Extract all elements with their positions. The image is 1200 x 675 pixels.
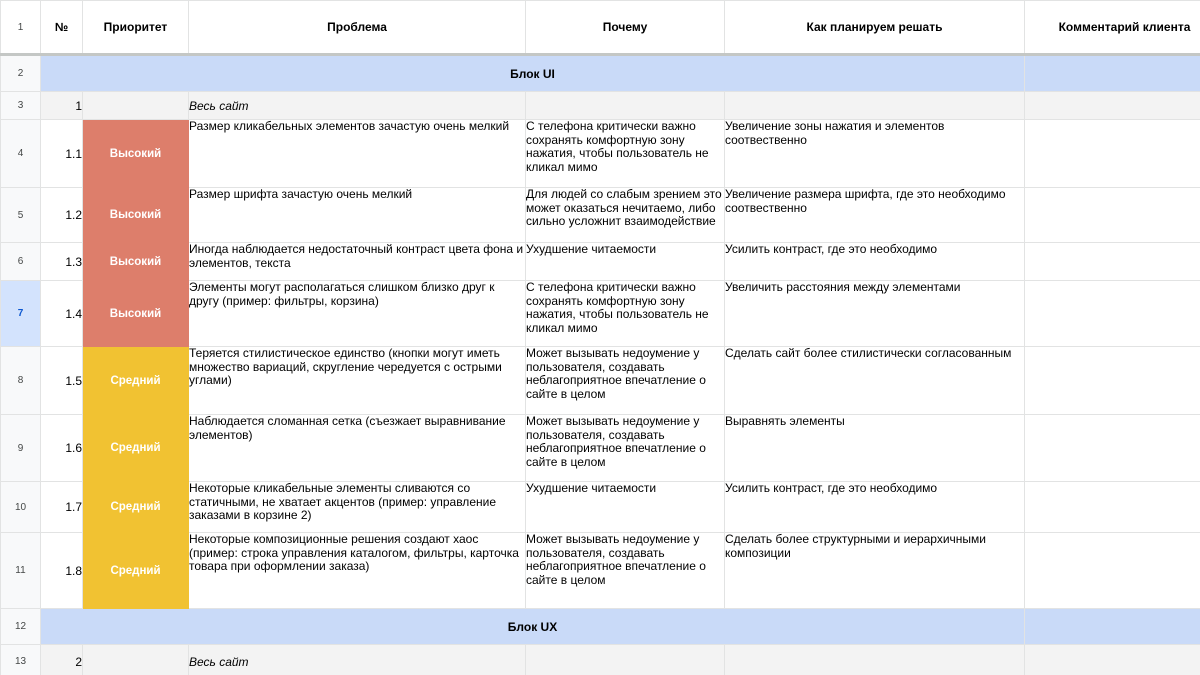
- issue-number[interactable]: 1.4: [41, 281, 83, 347]
- problem-cell[interactable]: Некоторые композиционные решения создают хаос (пример: строка управления каталогом, фильтры, карточка товара при оформлении заказа): [189, 533, 526, 609]
- section-comment-cell[interactable]: [1025, 609, 1200, 645]
- subsection-why-cell[interactable]: [526, 92, 725, 120]
- row-header-2[interactable]: 2: [1, 55, 41, 92]
- row-header-10[interactable]: 10: [1, 482, 41, 533]
- why-cell[interactable]: Может вызывать недоумение у пользователя, создавать неблагоприятное впечатление о сайте в целом: [526, 533, 725, 609]
- header-row: [1, 1, 1200, 55]
- row-header-5[interactable]: 5: [1, 188, 41, 243]
- column-header-num[interactable]: №: [41, 1, 83, 55]
- priority-badge[interactable]: Средний: [83, 347, 189, 415]
- column-header-why[interactable]: Почему: [526, 1, 725, 55]
- why-cell[interactable]: Для людей со слабым зрением это может оказаться нечитаемо, либо сильно усложнит взаимодействие: [526, 188, 725, 243]
- row-header-4[interactable]: 4: [1, 120, 41, 188]
- table-row: [1, 120, 1200, 188]
- subsection-plan-cell[interactable]: [725, 92, 1025, 120]
- subsection-row-ux: [1, 645, 1200, 675]
- row-header-11[interactable]: 11: [1, 533, 41, 609]
- section-comment-cell[interactable]: [1025, 55, 1200, 92]
- plan-cell[interactable]: Сделать более структурными и иерархичными композиции: [725, 533, 1025, 609]
- section-row-ux: [1, 609, 1200, 645]
- priority-badge[interactable]: Высокий: [83, 281, 189, 347]
- plan-cell[interactable]: Усилить контраст, где это необходимо: [725, 482, 1025, 533]
- subsection-why-cell[interactable]: [526, 645, 725, 675]
- plan-cell[interactable]: Усилить контраст, где это необходимо: [725, 243, 1025, 281]
- why-cell[interactable]: С телефона критически важно сохранять комфортную зону нажатия, чтобы пользователь не кликал мимо: [526, 120, 725, 188]
- issue-number[interactable]: 1.5: [41, 347, 83, 415]
- comment-cell[interactable]: [1025, 482, 1200, 533]
- priority-badge[interactable]: Высокий: [83, 120, 189, 188]
- comment-cell[interactable]: [1025, 281, 1200, 347]
- priority-badge[interactable]: Средний: [83, 482, 189, 533]
- plan-cell[interactable]: Увеличение зоны нажатия и элементов соотвественно: [725, 120, 1025, 188]
- column-header-comment[interactable]: Комментарий клиента: [1025, 1, 1200, 55]
- issue-number[interactable]: 1.8: [41, 533, 83, 609]
- issue-number[interactable]: 1.7: [41, 482, 83, 533]
- plan-cell[interactable]: Выравнять элементы: [725, 415, 1025, 482]
- issue-number[interactable]: 1.2: [41, 188, 83, 243]
- plan-cell[interactable]: Увеличить расстояния между элементами: [725, 281, 1025, 347]
- subsection-comment-cell[interactable]: [1025, 645, 1200, 675]
- subsection-number[interactable]: 2: [41, 645, 83, 675]
- problem-cell[interactable]: Элементы могут располагаться слишком близко друг к другу (пример: фильтры, корзина): [189, 281, 526, 347]
- subsection-row-ui: [1, 92, 1200, 120]
- row-header-6[interactable]: 6: [1, 243, 41, 281]
- comment-cell[interactable]: [1025, 188, 1200, 243]
- subsection-number[interactable]: 1: [41, 92, 83, 120]
- subsection-comment-cell[interactable]: [1025, 92, 1200, 120]
- issue-number[interactable]: 1.6: [41, 415, 83, 482]
- priority-badge[interactable]: Средний: [83, 533, 189, 609]
- why-cell[interactable]: Может вызывать недоумение у пользователя, создавать неблагоприятное впечатление о сайте в целом: [526, 347, 725, 415]
- table-row: [1, 415, 1200, 482]
- comment-cell[interactable]: [1025, 120, 1200, 188]
- section-title-ux[interactable]: Блок UX: [41, 609, 1025, 645]
- problem-cell[interactable]: Теряется стилистическое единство (кнопки могут иметь множество вариаций, скругление чередуется с острыми углами): [189, 347, 526, 415]
- issue-number[interactable]: 1.3: [41, 243, 83, 281]
- comment-cell[interactable]: [1025, 243, 1200, 281]
- table-row: [1, 243, 1200, 281]
- section-row-ui: [1, 55, 1200, 92]
- table-row: [1, 533, 1200, 609]
- row-header-9[interactable]: 9: [1, 415, 41, 482]
- row-header-3[interactable]: 3: [1, 92, 41, 120]
- column-header-plan[interactable]: Как планируем решать: [725, 1, 1025, 55]
- row-header-13[interactable]: 13: [1, 645, 41, 675]
- column-header-priority[interactable]: Приоритет: [83, 1, 189, 55]
- subsection-priority-cell[interactable]: [83, 92, 189, 120]
- subsection-label[interactable]: Весь сайт: [189, 645, 526, 675]
- priority-badge[interactable]: Высокий: [83, 243, 189, 281]
- priority-badge[interactable]: Средний: [83, 415, 189, 482]
- subsection-label[interactable]: Весь сайт: [189, 92, 526, 120]
- comment-cell[interactable]: [1025, 347, 1200, 415]
- row-header-1[interactable]: 1: [1, 1, 41, 55]
- problem-cell[interactable]: Размер шрифта зачастую очень мелкий: [189, 188, 526, 243]
- issue-number[interactable]: 1.1: [41, 120, 83, 188]
- column-header-problem[interactable]: Проблема: [189, 1, 526, 55]
- why-cell[interactable]: С телефона критически важно сохранять комфортную зону нажатия, чтобы пользователь не кликал мимо: [526, 281, 725, 347]
- plan-cell[interactable]: Увеличение размера шрифта, где это необходимо соотвественно: [725, 188, 1025, 243]
- why-cell[interactable]: Может вызывать недоумение у пользователя, создавать неблагоприятное впечатление о сайте в целом: [526, 415, 725, 482]
- priority-badge[interactable]: Высокий: [83, 188, 189, 243]
- problem-cell[interactable]: Наблюдается сломанная сетка (съезжает выравнивание элементов): [189, 415, 526, 482]
- problem-cell[interactable]: Некоторые кликабельные элементы сливаются со статичными, не хватает акцентов (пример: управление заказами в корзине 2): [189, 482, 526, 533]
- plan-cell[interactable]: Сделать сайт более стилистически согласованным: [725, 347, 1025, 415]
- row-header-12[interactable]: 12: [1, 609, 41, 645]
- table-row: [1, 482, 1200, 533]
- subsection-plan-cell[interactable]: [725, 645, 1025, 675]
- subsection-priority-cell[interactable]: [83, 645, 189, 675]
- row-header-8[interactable]: 8: [1, 347, 41, 415]
- table-row: [1, 188, 1200, 243]
- table-row: [1, 281, 1200, 347]
- table-row: [1, 347, 1200, 415]
- why-cell[interactable]: Ухудшение читаемости: [526, 243, 725, 281]
- row-header-7[interactable]: 7: [1, 281, 41, 347]
- problem-cell[interactable]: Иногда наблюдается недостаточный контраст цвета фона и элементов, текста: [189, 243, 526, 281]
- comment-cell[interactable]: [1025, 533, 1200, 609]
- section-title-ui[interactable]: Блок UI: [41, 55, 1025, 92]
- why-cell[interactable]: Ухудшение читаемости: [526, 482, 725, 533]
- problem-cell[interactable]: Размер кликабельных элементов зачастую очень мелкий: [189, 120, 526, 188]
- comment-cell[interactable]: [1025, 415, 1200, 482]
